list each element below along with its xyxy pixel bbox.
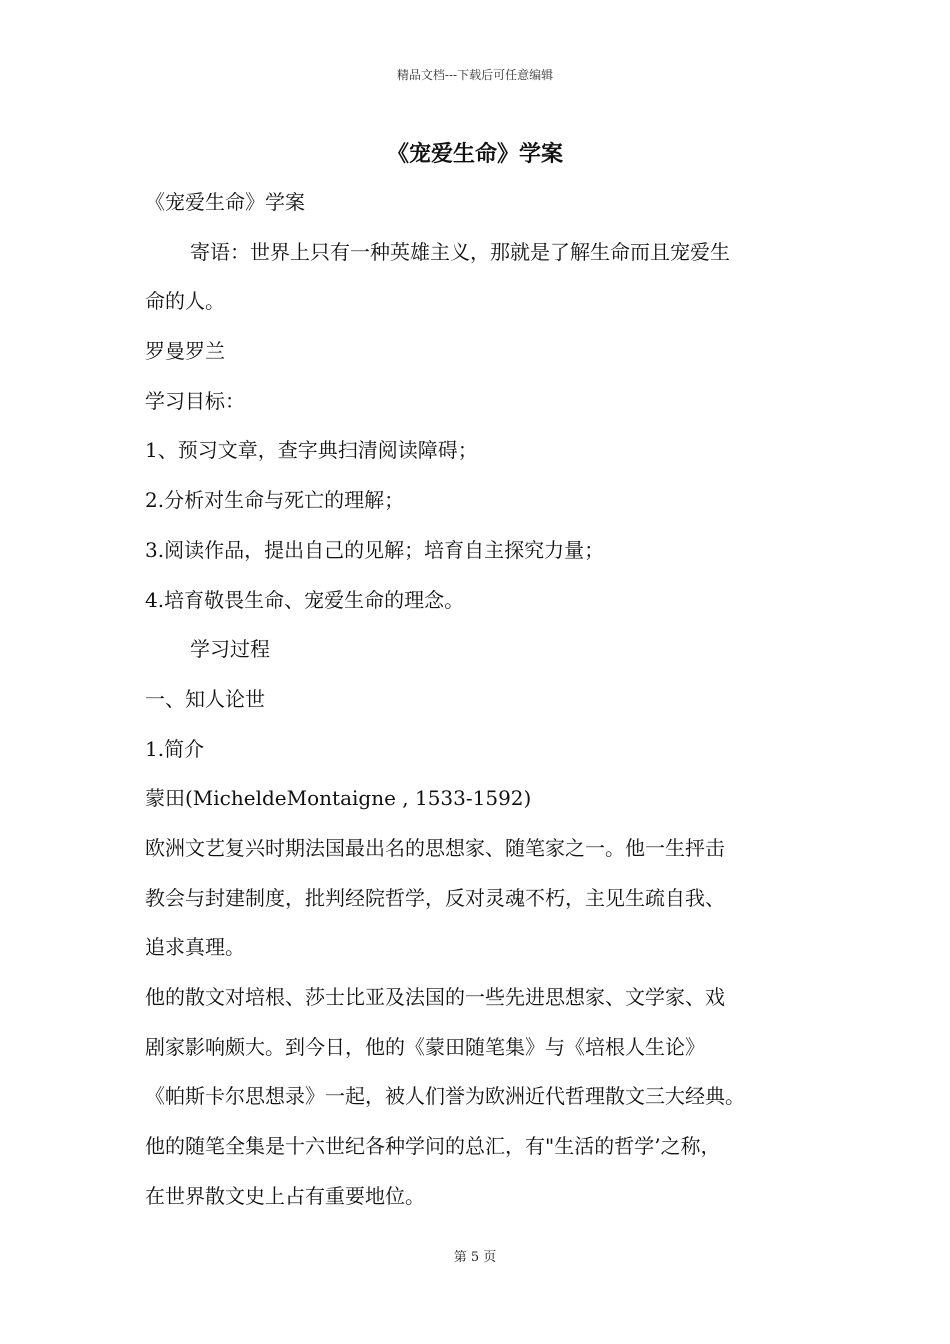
body-line-intro-heading: 1.简介: [145, 736, 205, 761]
body-line-section-1: 一、知人论世: [145, 686, 265, 711]
body-line-subtitle: 《宠爱生命》学案: [145, 190, 305, 214]
body-line-paragraph-1b: 教会与封建制度，批判经院哲学，反对灵魂不朽，主见生疏自我、: [145, 885, 725, 910]
body-line-motto: 寄语：世界上只有一种英雄主义，那就是了解生命而且宠爱生: [190, 239, 730, 264]
body-line-motto-cont: 命的人。: [145, 289, 225, 314]
document-body: [145, 178, 845, 1221]
body-line-paragraph-1a: 欧洲文艺复兴时期法国最出名的思想家、随笔家之一。他一生抨击: [145, 835, 725, 860]
body-line-objective-3: 3.阅读作品，提出自己的见解；培育自主探究力量；: [145, 537, 605, 562]
body-line-process-heading: 学习过程: [190, 637, 270, 662]
body-line-paragraph-1c: 追求真理。: [145, 935, 245, 960]
body-line-author: 罗曼罗兰: [145, 339, 225, 364]
body-line-paragraph-3a: 他的随笔全集是十六世纪各种学问的总汇，有"生活的哲学’之称，: [145, 1134, 721, 1159]
body-line-paragraph-3b: 在世界散文史上占有重要地位。: [145, 1183, 425, 1208]
body-line-objectives-heading: 学习目标：: [145, 388, 245, 413]
body-line-paragraph-2c: 《帕斯卡尔思想录》一起，被人们誉为欧洲近代哲理散文三大经典。: [145, 1084, 745, 1109]
page-header: 精品文档---下载后可任意编辑: [396, 68, 554, 82]
document-title: 《宠爱生命》学案: [386, 142, 563, 167]
body-line-paragraph-2b: 剧家影响颇大。到今日，他的《蒙田随笔集》与《培根人生论》: [145, 1034, 705, 1059]
body-line-paragraph-2a: 他的散文对培根、莎士比亚及法国的一些先进思想家、文学家、戏: [145, 985, 725, 1009]
body-line-objective-2: 2.分析对生命与死亡的理解；: [145, 488, 405, 513]
body-line-montaigne: 蒙田(MicheldeMontaigne , 1533-1592): [145, 786, 532, 811]
page-number: 第 5 页: [453, 1250, 497, 1265]
body-line-objective-1: 1、预习文章，查字典扫清阅读障碍；: [145, 438, 478, 463]
body-line-objective-4: 4.培育敬畏生命、宠爱生命的理念。: [145, 587, 465, 612]
